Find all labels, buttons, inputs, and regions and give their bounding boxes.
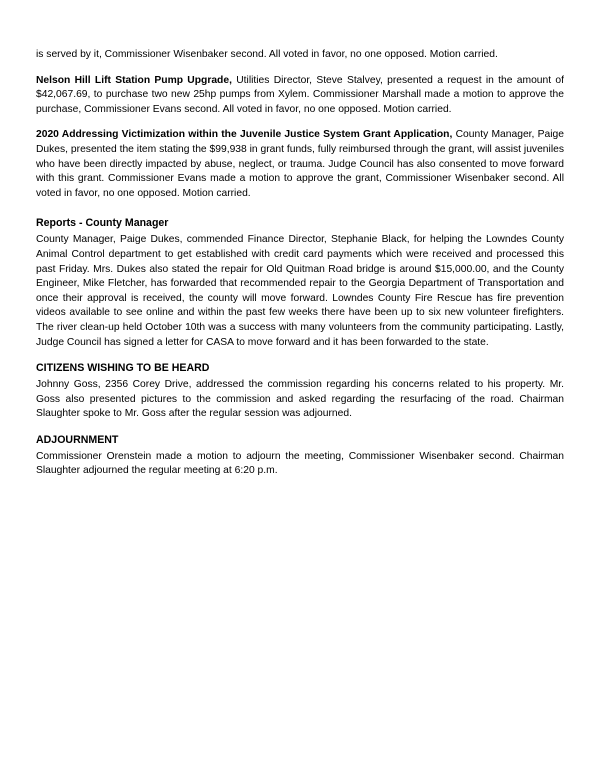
paragraph-nelson-hill-lift-station bbox=[36, 74, 564, 118]
paragraph-text: Utilities Director, Steve Stalvey, presented a request in the amount of $42,067.69, to purchase two new 25hp pumps from Xylem. Commissioner Marshall made a motion to approve the purchase, Commissioner Evans second. All voted in favor, no one opposed. Motion carried. bbox=[36, 74, 564, 115]
paragraph-continued-motion bbox=[36, 48, 564, 63]
paragraph-text: County Manager, Paige Dukes, presented the item stating the $99,938 in grant funds, fully reimbursed through the grant, will assist juveniles who have been directly impacted by abuse, neglect, or trauma. Judge Council has also consented to move forward with this grant. Commissioner Evans made a motion to approve the grant, Commissioner Wisenbaker second. All voted in favor, no one opposed. Motion carried. bbox=[36, 129, 564, 199]
document-body bbox=[36, 48, 564, 479]
section-body: Commissioner Orenstein made a motion to adjourn the meeting, Commissioner Wisenbaker second. Chairman Slaughter adjourned the regular meeting at 6:20 p.m. bbox=[36, 450, 564, 477]
paragraph-juvenile-justice-grant bbox=[36, 128, 564, 201]
section-body: Johnny Goss, 2356 Corey Drive, addressed the commission regarding his concerns related to his property. Mr. Goss also presented pictures to the commission and asked regarding the resurfacing of the road. Chairman Slaughter spoke to Mr. Goss after the regular session was adjourned. bbox=[36, 379, 564, 420]
section-heading: ADJOURNMENT bbox=[36, 433, 119, 446]
section-heading: CITIZENS WISHING TO BE HEARD bbox=[36, 362, 210, 375]
section-body: County Manager, Paige Dukes, commended Finance Director, Stephanie Black, for helping the Lowndes County Animal Control department to get established with credit card payments which were received and processed this past Friday. Mrs. Dukes also stated the repair for Old Quitman Road bridge is around $15,000.00, and the County Engineer, Mike Fletcher, has forwarded that recommended repair to the Georgia Department of Transportation and once their approval is received, the county will move forward. Lowndes County Fire Rescue has fire prevention videos available to see online and within the past few weeks there have been up to six new volunteer firefighters. The river clean-up held October 10th was a success with many volunteers from the community participating. Lastly, Judge Council has signed a letter for CASA to move forward and it has been forwarded to the state. bbox=[36, 234, 564, 348]
section-adjournment bbox=[36, 433, 564, 479]
paragraph-text: is served by it, Commissioner Wisenbaker second. All voted in favor, no one opposed. Motion carried. bbox=[36, 49, 498, 60]
section-citizens-wishing-to-be-heard bbox=[36, 361, 564, 422]
paragraph-lead-in: 2020 Addressing Victimization within the Juvenile Justice System Grant Application, bbox=[36, 129, 453, 141]
section-heading: Reports - County Manager bbox=[36, 217, 169, 230]
section-reports-county-manager bbox=[36, 216, 564, 350]
paragraph-lead-in: Nelson Hill Lift Station Pump Upgrade, bbox=[36, 74, 232, 86]
